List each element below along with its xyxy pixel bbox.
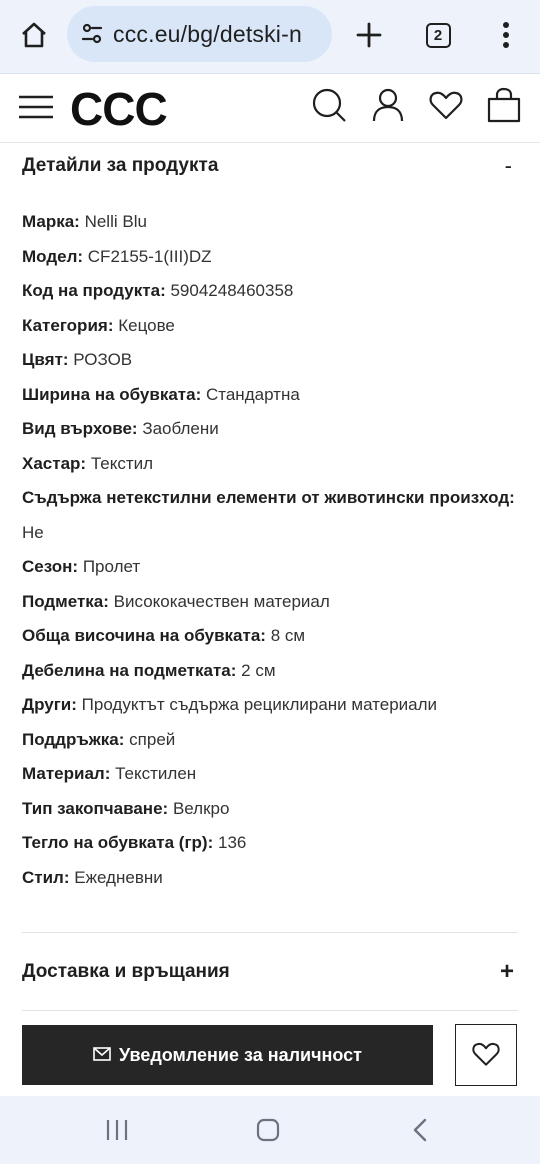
divider [22,932,518,933]
account-icon[interactable] [370,87,406,123]
detail-label: Тегло на обувката (гр) : [22,833,213,852]
detail-value: Не [22,522,44,542]
detail-row [22,240,522,275]
detail-value: Текстилен [115,764,197,783]
detail-label: Материал : [22,764,110,783]
new-tab-icon[interactable] [349,15,389,55]
detail-label: Вид върхове : [22,419,138,438]
section-title: Детайли за продукта [22,155,219,176]
detail-row [22,585,522,620]
detail-label: Подметка : [22,592,109,611]
detail-value: спрей [129,729,176,749]
detail-value: Ежедневни [74,867,163,887]
product-details-list [22,205,522,895]
address-bar[interactable] [67,6,332,62]
detail-row [22,861,522,896]
detail-value: Стандартна [205,384,300,404]
ccc-logo[interactable]: CCC [70,83,167,135]
detail-row [22,274,522,309]
back-icon[interactable] [400,1114,440,1146]
detail-value: 8 см [270,626,306,645]
detail-label: Поддръжка : [22,730,124,749]
detail-value: Висококачествен материал [113,591,330,611]
tab-switcher-button[interactable] [418,15,458,55]
expand-toggle[interactable]: + [499,958,514,985]
detail-row [22,792,522,827]
home-icon[interactable] [14,15,54,55]
detail-value: CF2155-1(III)DZ [87,246,212,266]
detail-value: Nelli Blu [84,212,147,231]
detail-row [22,309,522,344]
wishlist-icon[interactable] [428,87,464,123]
detail-value: 136 [218,833,247,852]
delivery-returns-header[interactable] [22,952,518,992]
detail-label: Ширина на обувката : [22,385,201,404]
detail-value: Велкро [172,798,230,818]
system-navigation-bar [0,1096,540,1164]
detail-row [22,412,522,447]
url-text[interactable]: ccc.eu/bg/detski-n [113,20,302,47]
detail-label: Тип закопчаване : [22,799,168,818]
detail-value: Заоблени [142,419,219,438]
detail-row [22,723,522,758]
heart-icon [471,1040,501,1071]
detail-row [22,688,522,723]
detail-value: Пролет [82,557,141,576]
detail-value: Кецове [118,315,175,335]
tab-count: 2 [426,23,451,48]
browser-toolbar [0,0,540,74]
detail-label: Цвят : [22,350,69,369]
detail-row [22,654,522,689]
detail-label: Други : [22,695,77,714]
detail-row [22,826,522,861]
detail-row [22,447,522,482]
detail-row [22,550,522,585]
detail-row [22,205,522,240]
search-icon[interactable] [311,87,347,123]
detail-row [22,378,522,413]
envelope-icon [93,1045,111,1066]
recent-apps-icon[interactable] [97,1114,137,1146]
detail-row [22,619,522,654]
detail-label: Код на продукта : [22,281,166,300]
detail-value: РОЗОВ [73,350,133,369]
more-options-icon[interactable] [488,15,524,55]
cart-icon[interactable] [486,87,522,123]
detail-label: Стил : [22,868,70,887]
detail-value: 5904248460358 [170,281,294,300]
collapse-toggle[interactable]: - [504,153,512,178]
detail-label: Съдържа нетекстилни елементи от животински произход : [22,488,515,507]
product-details-header[interactable] [22,148,518,184]
delivery-title: Доставка и връщания [22,961,230,982]
notify-label: Уведомление за наличност [118,1044,363,1065]
detail-label: Модел : [22,247,83,266]
notify-availability-button[interactable] [22,1025,433,1085]
detail-label: Хастар : [22,454,86,473]
detail-row [22,481,522,550]
divider [22,1010,518,1011]
detail-row [22,343,522,378]
detail-label: Дебелина на подметката : [22,661,236,680]
detail-label: Категория : [22,316,114,335]
home-button-icon[interactable] [248,1114,288,1146]
detail-value: Продуктът съдържа рециклирани материали [81,695,438,714]
site-settings-icon[interactable] [79,21,105,47]
menu-icon[interactable] [18,92,54,122]
detail-row [22,757,522,792]
detail-value: 2 см [241,660,276,680]
detail-label: Сезон : [22,557,78,576]
detail-value: Текстил [90,453,154,473]
detail-label: Обща височина на обувката : [22,626,266,645]
site-header [0,75,540,143]
add-to-wishlist-button[interactable] [455,1024,517,1086]
detail-label: Марка : [22,212,80,231]
